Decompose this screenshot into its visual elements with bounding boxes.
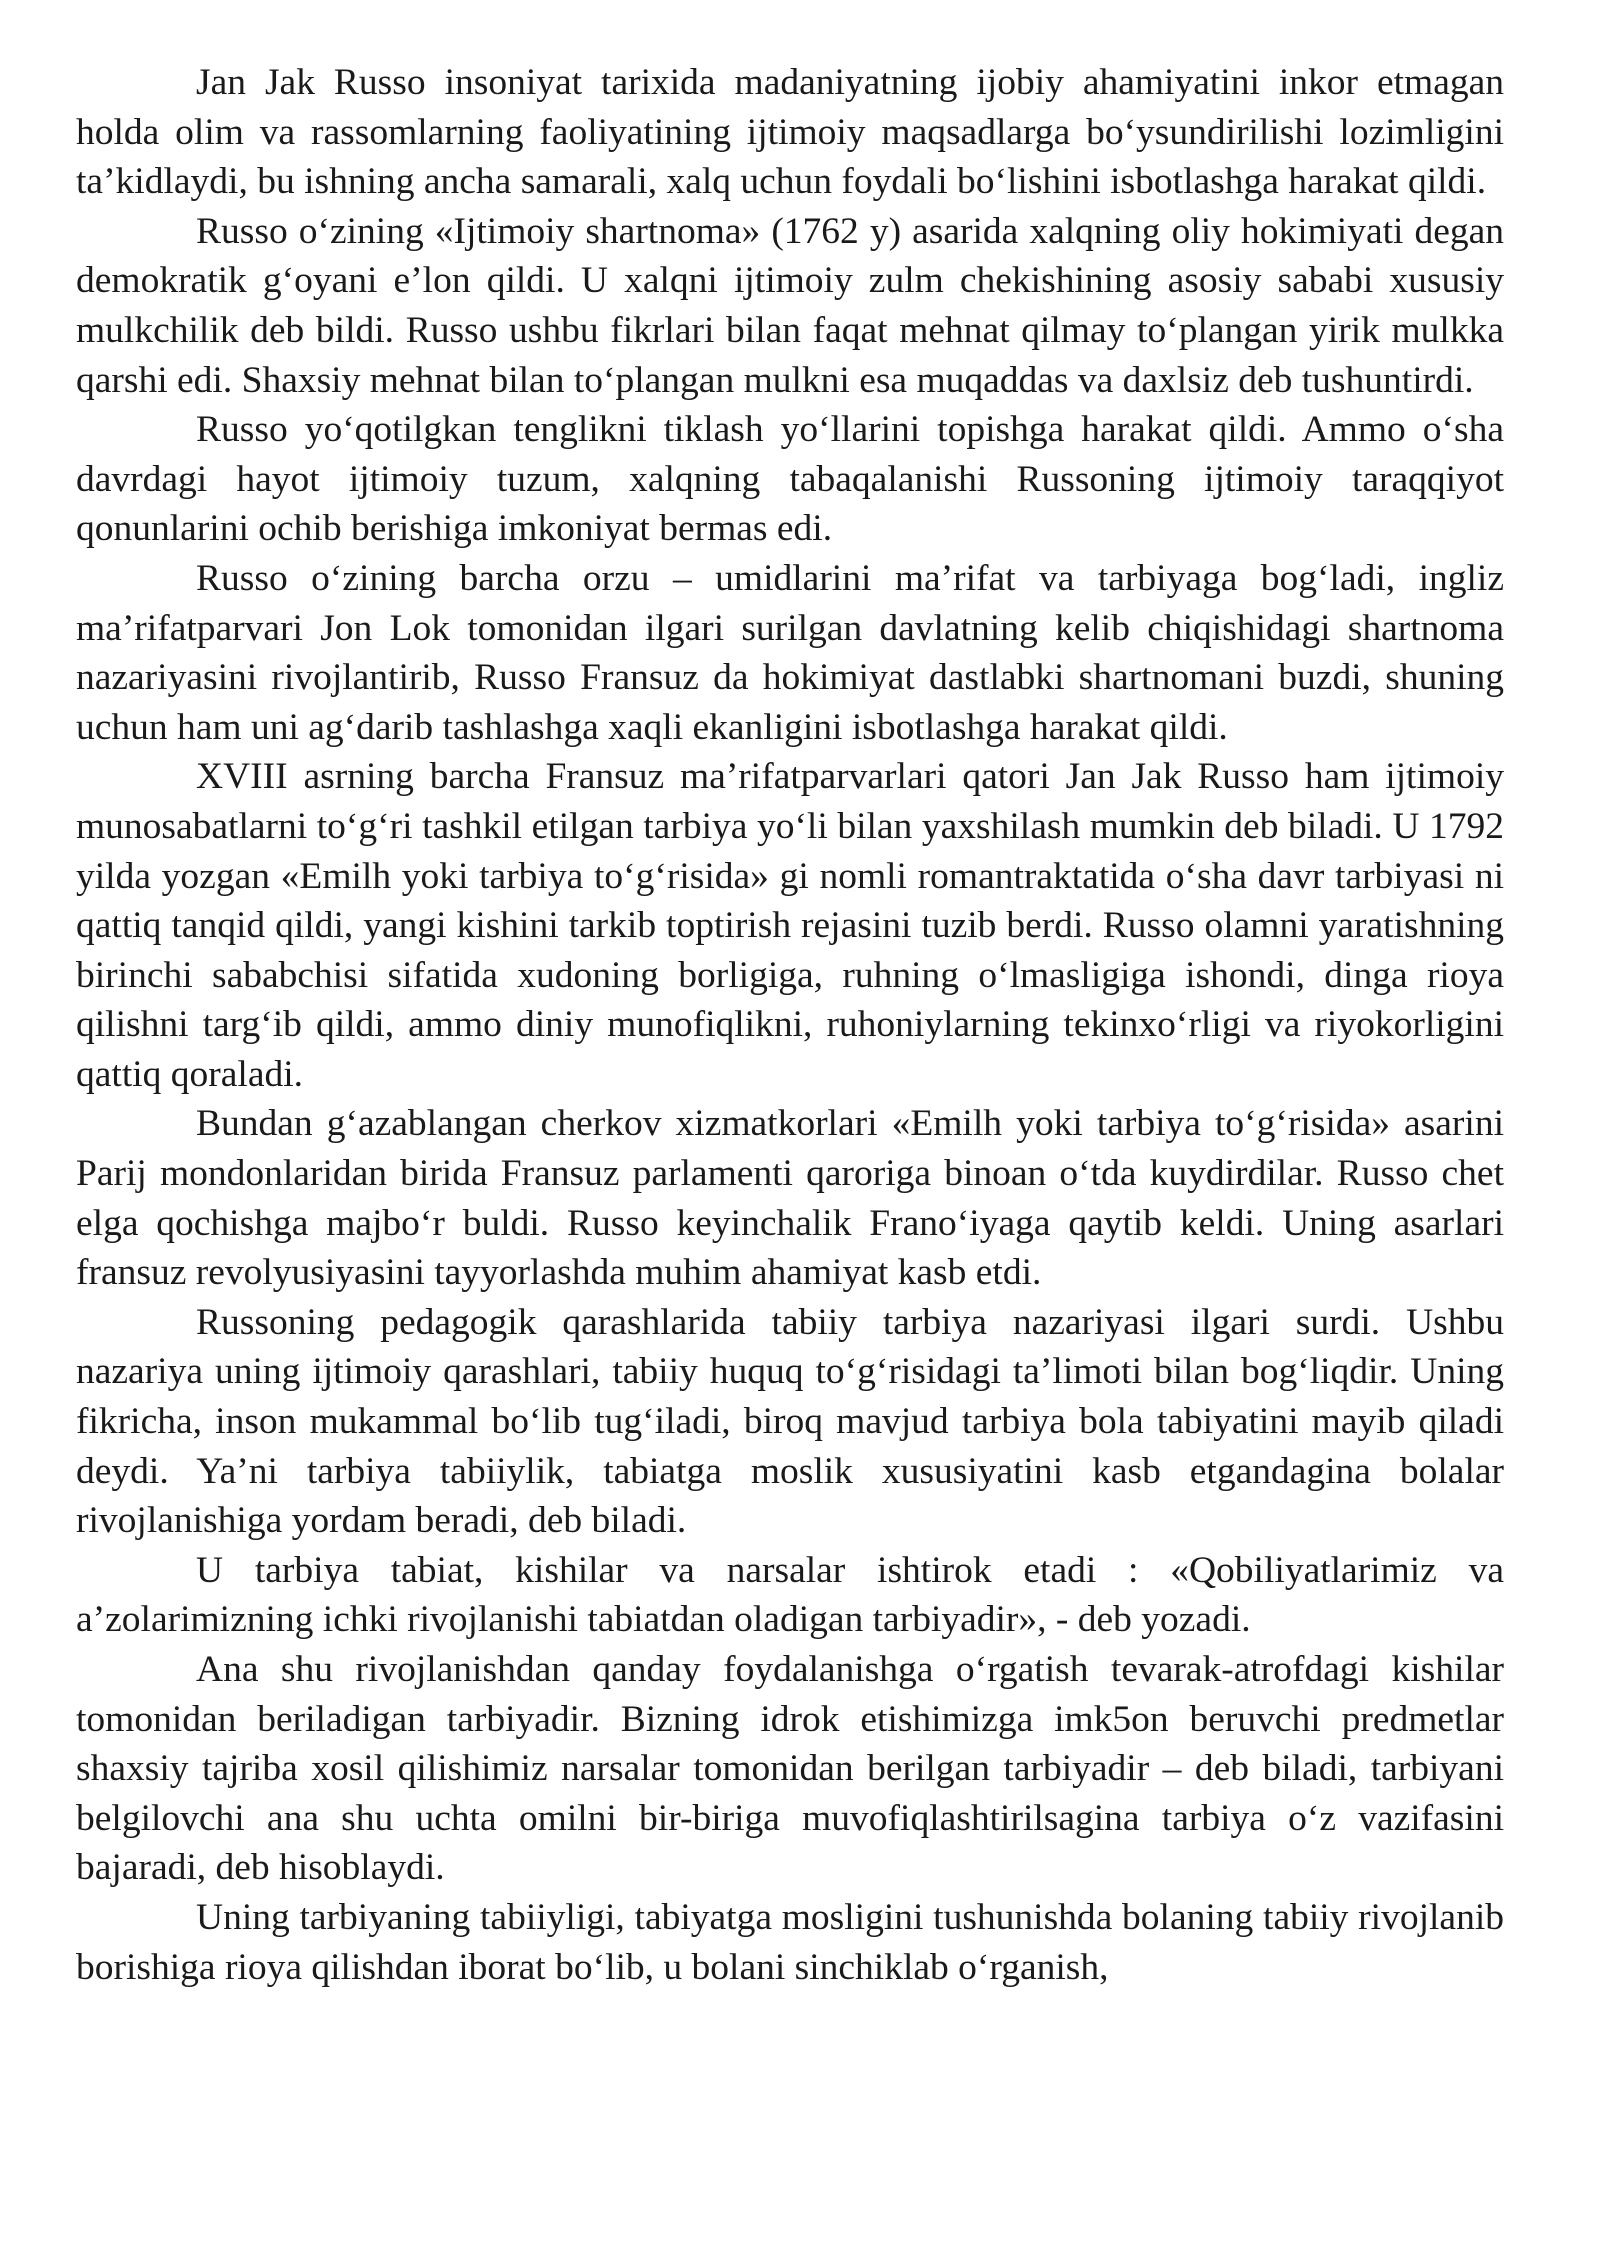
paragraph-7: Russoning pedagogik qarashlarida tabiiy tarbiya nazariyasi ilgari surdi. Ushbu nazariya uning ijtimoiy qarashlari, tabiiy huquq to‘g‘risidagi ta’limoti bilan bog‘liqdir. Uning fikricha, inson mukammal bo‘lib tug‘iladi, biroq mavjud tarbiya bola tabiyatini mayib qiladi deydi. Ya’ni tarbiya tabiiylik, tabiatga moslik xususiyatini kasb etgandagina bolalar rivojlanishiga yordam beradi, deb biladi.	[76, 1301, 1504, 1542]
paragraph-10: Uning tarbiyaning tabiiyligi, tabiyatga mosligini tushunishda bolaning tabiiy rivojlanib borishiga rioya qilishdan iborat bo‘lib, u bolani sinchiklab o‘rganish,	[76, 1896, 1504, 1988]
paragraph-3: Russo yo‘qotilgkan tenglikni tiklash yo‘llarini topishga harakat qildi. Ammo o‘sha davrdagi hayot ijtimoiy tuzum, xalqning tabaqalanishi Russoning ijtimoiy taraqqiyot qonunlarini ochib berishiga imkoniyat bermas edi.	[76, 409, 1504, 550]
paragraph-4: Russo o‘zining barcha orzu – umidlarini ma’rifat va tarbiyaga bog‘ladi, ingliz ma’rifatparvari Jon Lok tomonidan ilgari surilgan davlatning kelib chiqishidagi shartnoma nazariyasini rivojlantirib, Russo Fransuz da hokimiyat dastlabki shartnomani buzdi, shuning uchun ham uni ag‘darib tashlashga xaqli ekanligini isbotlashga harakat qildi.	[76, 557, 1504, 748]
paragraph-2: Russo o‘zining «Ijtimoiy shartnoma» (1762 y) asarida xalqning oliy hokimiyati degan demokratik g‘oyani e’lon qildi. U xalqni ijtimoiy zulm chekishining asosiy sababi xususiy mulkchilik deb bildi. Russo ushbu fikrlari bilan faqat mehnat qilmay to‘plangan yirik mulkka qarshi edi. Shaxsiy mehnat bilan to‘plangan mulkni esa muqaddas va daxlsiz deb tushuntirdi.	[76, 210, 1504, 401]
document-page	[76, 58, 1504, 1992]
paragraph-8: U tarbiya tabiat, kishilar va narsalar ishtirok etadi : «Qobiliyatlarimiz va a’zolarimizning ichki rivojlanishi tabiatdan oladigan tarbiyadir», - deb yozadi.	[76, 1549, 1504, 1641]
paragraph-6: Bundan g‘azablangan cherkov xizmatkorlari «Emilh yoki tarbiya to‘g‘risida» asarini Parij mondonlaridan birida Fransuz parlamenti qaroriga binoan o‘tda kuydirdilar. Russo chet elga qochishga majbo‘r buldi. Russo keyinchalik Frano‘iyaga qaytib keldi. Uning asarlari fransuz revolyusiyasini tayyorlashda muhim ahamiyat kasb etdi.	[76, 1103, 1504, 1294]
paragraph-1: Jan Jak Russo insoniyat tarixida madaniyatning ijobiy ahamiyatini inkor etmagan holda olim va rassomlarning faoliyatining ijtimoiy maqsadlarga bo‘ysundirilishi lozimligini ta’kidlaydi, bu ishning ancha samarali, xalq uchun foydali bo‘lishini isbotlashga harakat qildi.	[76, 62, 1504, 203]
paragraph-5: XVIII asrning barcha Fransuz ma’rifatparvarlari qatori Jan Jak Russo ham ijtimoiy munosabatlarni to‘g‘ri tashkil etilgan tarbiya yo‘li bilan yaxshilash mumkin deb biladi. U 1792 yilda yozgan «Emilh yoki tarbiya to‘g‘risida» gi nomli romantraktatida o‘sha davr tarbiyasi ni qattiq tanqid qildi, yangi kishini tarkib toptirish rejasini tuzib berdi. Russo olamni yaratishning birinchi sababchisi sifatida xudoning borligiga, ruhning o‘lmasligiga ishondi, dinga rioya qilishni targ‘ib qildi, ammo diniy munofiqlikni, ruhoniylarning tekinxo‘rligi va riyokorligini qattiq qoraladi.	[76, 756, 1504, 1095]
paragraph-9: Ana shu rivojlanishdan qanday foydalanishga o‘rgatish tevarak-atrofdagi kishilar tomonidan beriladigan tarbiyadir. Bizning idrok etishimizga imk5on beruvchi predmetlar shaxsiy tajriba xosil qilishimiz narsalar tomonidan berilgan tarbiyadir – deb biladi, tarbiyani belgilovchi ana shu uchta omilni bir-biriga muvofiqlashtirilsagina tarbiya o‘z vazifasini bajaradi, deb hisoblaydi.	[76, 1649, 1504, 1889]
